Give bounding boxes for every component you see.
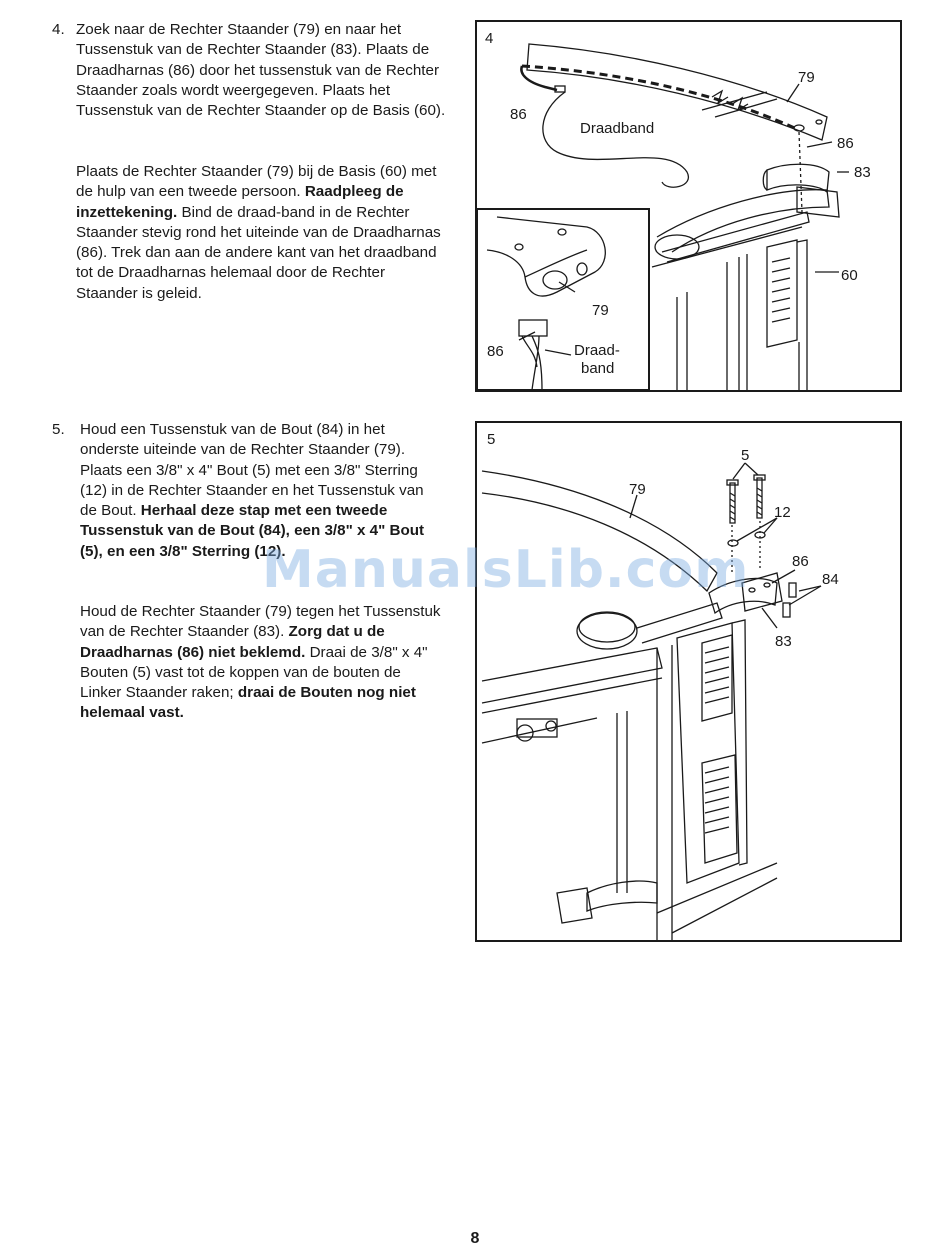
step-number: 5. — [52, 421, 65, 438]
bold-text: Herhaal deze stap met een tweede Tussenstuk van de Bout (84), een 3/8" x 4" Bout (5), en een 3/8" Sterring (12). — [80, 502, 425, 560]
watermark: ManualsLib.com — [262, 540, 750, 600]
text-run: Plaats de Rechter Staander (79) bij de Basis (60) met de hulp van een tweede persoon. — [76, 163, 437, 201]
figure-number: 4 — [485, 30, 494, 47]
step-4-paragraph-1: Zoek naar de Rechter Staander (79) en naar het Tussenstuk van de Rechter Staander (83). Plaats de Draadharnas (86) door het tussenstuk van de Rechter Staander zoals wordt weergegeven. Plaats het Tussenstuk van de Rechter Staander op de Basis (60). — [76, 21, 446, 120]
label-83: 83 — [775, 633, 792, 650]
label-5: 5 — [741, 447, 750, 464]
figure-number: 5 — [487, 431, 496, 448]
step-number: 4. — [52, 21, 65, 38]
figure-4 — [475, 20, 902, 392]
label-draadband: band — [581, 360, 615, 377]
step-5-paragraph-2 — [80, 602, 444, 724]
label-86: 86 — [510, 106, 527, 123]
label-84: 84 — [822, 571, 839, 588]
label-86: 86 — [837, 135, 854, 152]
text-run: Houd de Rechter Staander (79) tegen het Tussenstuk van de Rechter Staander (83). — [80, 603, 441, 641]
label-86: 86 — [792, 553, 809, 570]
bold-text: Raadpleeg de inzettekening. — [76, 183, 404, 221]
label-12: 12 — [774, 504, 791, 521]
label-79: 79 — [798, 69, 815, 86]
page-number: 8 — [470, 1230, 480, 1247]
figure-5 — [475, 421, 902, 942]
step-4-paragraph-2 — [76, 162, 446, 304]
bold-text: Zorg dat u de Draadharnas (86) niet beklemd. — [80, 623, 385, 661]
text-run: Draai de 3/8" x 4" Bouten (5) vast tot de koppen van de bouten de Linker Staander raken; — [80, 643, 428, 702]
text-run: Bind de draad-band in de Rechter Staander stevig rond het uiteinde van de Draadharnas (86). Trek dan aan de andere kant van het draadband tot de Draadharnas helemaal door de Rechter Staander is geleid. — [76, 203, 441, 302]
figure-5-drawing — [477, 423, 900, 940]
label-79: 79 — [592, 302, 609, 319]
label-draadband: Draad- — [574, 342, 620, 359]
label-60: 60 — [841, 267, 858, 284]
label-83: 83 — [854, 164, 871, 181]
label-79: 79 — [629, 481, 646, 498]
label-draadband: Draadband — [580, 120, 655, 137]
bold-text: draai de Bouten nog niet helemaal vast. — [80, 684, 416, 722]
figure-4-drawing — [477, 22, 900, 390]
label-86: 86 — [487, 343, 504, 360]
text-run: Houd een Tussenstuk van de Bout (84) in het onderste uiteinde van de Rechter Staander (79). Plaats een 3/8" x 4" Bout (5) met een 3/8" Sterring (12) in de Rechter Staander en het Tussenstuk van de Bout. — [80, 421, 424, 520]
